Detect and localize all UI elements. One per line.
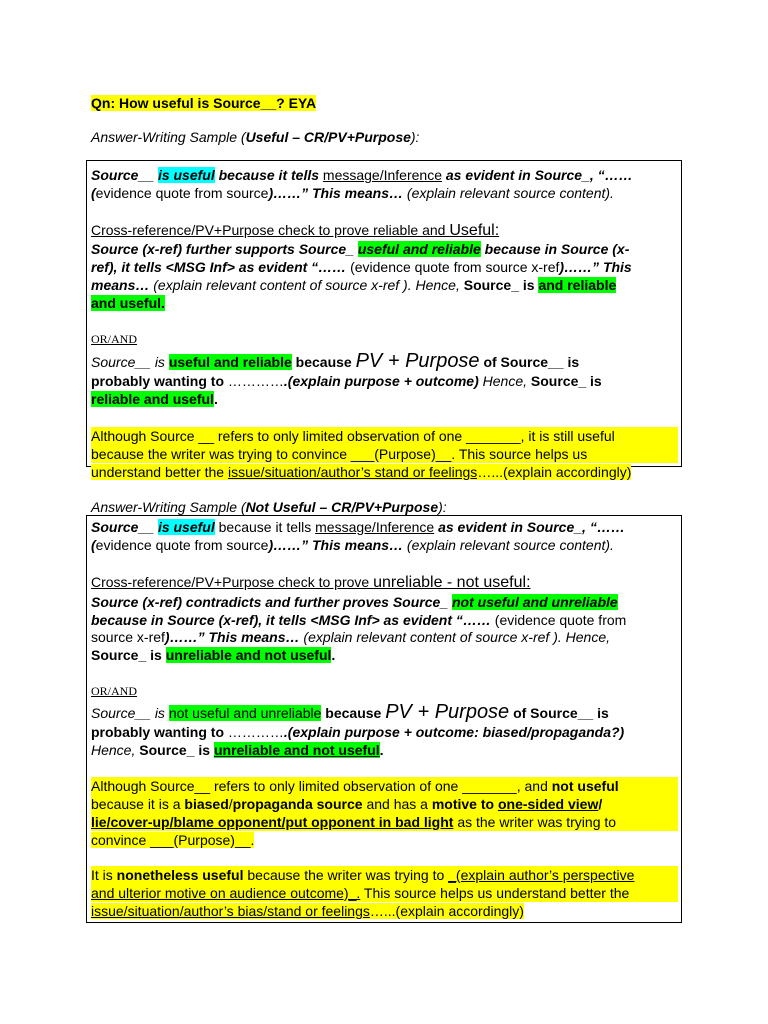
s2-orand: OR/AND: [91, 684, 138, 698]
s2-source-xref: source x-ref: [91, 629, 165, 645]
s2-p2-line1: [91, 593, 618, 611]
s2-explain-content: (explain relevant source content).: [406, 537, 614, 553]
s1-and-reliable-highlight: and reliable: [538, 277, 617, 293]
s1-message-inference: message/Inference: [322, 167, 442, 183]
s1-is-useful-highlight: is useful: [157, 167, 215, 183]
s2-propaganda-source: propaganda source: [232, 796, 363, 812]
s1-as-evident: as evident in Source_, “……: [445, 167, 633, 183]
s2-nonetheless-useful: nonetheless useful: [116, 867, 244, 883]
sample1-box: [86, 160, 682, 467]
sample1-heading: [91, 128, 419, 146]
s2-p3-line3: [91, 741, 384, 759]
s2-is-useful-highlight: is useful: [157, 519, 215, 535]
s2-because-it-is: because it is a: [91, 796, 185, 812]
s1-open-paren: (: [91, 185, 96, 201]
s2-unreliable-not-useful-highlight-2: unreliable and not useful: [213, 742, 380, 758]
s1-p3-line2: [91, 372, 602, 390]
s1-p1-line1: [91, 166, 633, 184]
s1-this: )……” This: [559, 259, 632, 275]
s1-source-is-3: Source_ is: [530, 373, 602, 389]
s2-p1-line1: [91, 518, 625, 536]
s1-issue-situation: issue/situation/author’s stand or feelings: [228, 464, 478, 480]
s1-orand: OR/AND: [91, 332, 138, 346]
s2-and-has: and has a: [362, 796, 432, 812]
s2-because-writer: because the writer was trying to: [243, 867, 449, 883]
s2-p3-line2: [91, 723, 624, 741]
question-title: [91, 94, 316, 112]
s1-source-is: Source_ is: [463, 277, 535, 293]
s2-authors-perspective: _(explain author’s perspective: [448, 867, 635, 883]
s1-p3-line1: [91, 349, 579, 374]
s2-convince-purpose: convince ___(Purpose)__.: [91, 832, 255, 848]
s1-p2-heading: [91, 221, 499, 240]
s1-useful-reliable-highlight: useful and reliable: [357, 241, 481, 257]
s1-useful-reliable-highlight-2: useful and reliable: [168, 354, 292, 370]
s2-unreliable-not-useful-highlight: unreliable and not useful: [165, 647, 332, 663]
s2-ulterior-motive: and ulterior motive on audience outcome)_.: [91, 885, 361, 901]
s1-source-is-2: Source__ is: [91, 354, 165, 370]
s2-one-sided-view: one-sided view: [497, 796, 599, 812]
sample2-heading: [91, 498, 447, 516]
s1-of-source: of Source__ is: [483, 354, 580, 370]
s2-source-is-3: Source_ is: [139, 742, 211, 758]
s2-period-1: .: [331, 647, 336, 663]
s2-lie-coverup: lie/cover-up/blame opponent/put opponent in bad light: [91, 814, 454, 830]
s2-as-evident: as evident in Source_, “……: [438, 519, 625, 535]
sample2-heading-prefix: Answer-Writing Sample (: [91, 499, 246, 515]
s1-evidence-xref: (evidence quote from source x-ref: [350, 259, 560, 275]
s1-xref-supports: Source (x-ref) further supports Source_: [91, 241, 354, 257]
s2-p2-line4: [91, 646, 335, 664]
s1-p4-line2: [91, 445, 678, 463]
s1-means: means…: [91, 277, 150, 293]
s2-unreliable-label: unreliable - not useful:: [373, 574, 531, 591]
s1-p4-line3: [91, 463, 631, 481]
s2-because-2: because: [325, 705, 382, 721]
s2-xref-check-label: Cross-reference/PV+Purpose check to prove: [91, 574, 374, 590]
s1-dots: …………: [227, 373, 284, 389]
sample2-heading-bold: Not Useful – CR/PV+Purpose: [245, 499, 439, 515]
s1-because-writer: because the writer was trying to convince ___(Purpose)__. This source helps us: [91, 446, 588, 462]
s1-evidence-quote: evidence quote from source: [95, 185, 269, 201]
s2-not-useful-bold: not useful: [551, 778, 619, 794]
s2-source-is: Source_ is: [91, 647, 162, 663]
s2-p4-line4: [91, 831, 254, 849]
s1-explain-purpose: .(explain purpose + outcome): [283, 373, 479, 389]
s2-message-inference: message/Inference: [315, 519, 435, 535]
s1-p2-line1: [91, 240, 629, 258]
s2-p4-line3: [91, 813, 678, 831]
sample1-heading-bold: Useful – CR/PV+Purpose: [245, 129, 411, 145]
s2-p5-line2: [91, 884, 678, 902]
s1-useful-label: Useful:: [449, 222, 500, 239]
s2-explain-purpose: .(explain purpose + outcome: biased/propaganda?): [283, 724, 625, 740]
s2-explain-xref: (explain relevant content of source x-ref ). Hence,: [303, 629, 610, 645]
s1-this-means: )……” This means…: [268, 185, 404, 201]
sample2-heading-suffix: ):: [438, 499, 447, 515]
s1-pv-purpose: PV + Purpose: [355, 350, 480, 372]
s2-p2-line2: [91, 611, 626, 629]
s2-open-paren: (: [91, 537, 96, 553]
s2-source-helps: This source helps us understand better the: [360, 885, 630, 901]
s2-source-is-2: Source__ is: [91, 705, 165, 721]
s2-period-2: .: [379, 742, 384, 758]
s2-this-means: )……” This means…: [268, 537, 404, 553]
s2-p5-line3: [91, 902, 524, 920]
s1-because-text: because it tells: [218, 167, 320, 183]
s2-issue-situation: issue/situation/author’s bias/stand or feelings: [91, 903, 370, 919]
s1-probably-wanting: probably wanting to: [91, 373, 224, 389]
s2-evidence-quote: evidence quote from source: [95, 537, 269, 553]
s2-xref-contradicts: Source (x-ref) contradicts and further proves Source_: [91, 594, 449, 610]
s1-source-label: Source__: [91, 167, 155, 183]
s1-because-in-source: because in Source (x-: [484, 241, 630, 257]
s1-explain-xref: (explain relevant content of source x-ref ). Hence,: [153, 277, 460, 293]
s2-p2-line3: [91, 628, 610, 646]
s1-and-useful-highlight: and useful.: [91, 295, 165, 311]
s2-p4-line1: [91, 777, 678, 795]
s2-p3-line1: [91, 700, 609, 725]
s1-p2-line4: [91, 294, 165, 312]
s2-evidence-from: (evidence quote from: [494, 612, 627, 628]
s1-understand-better: understand better the: [91, 464, 228, 480]
s1-p2-line2: [91, 258, 632, 276]
s1-p2-line3: [91, 276, 616, 294]
s2-pv-purpose: PV + Purpose: [385, 701, 510, 723]
s2-of-source: of Source__ is: [513, 705, 609, 721]
s1-ref-tells: ref), it tells <MSG Inf> as evident “……: [91, 259, 347, 275]
s1-p4-line1: [91, 427, 678, 445]
s2-motive-to: motive to: [431, 796, 498, 812]
s1-xref-check-label: Cross-reference/PV+Purpose check to prove reliable and: [91, 222, 450, 238]
s2-because-text: because it tells: [218, 519, 312, 535]
sample1-heading-prefix: Answer-Writing Sample (: [91, 129, 246, 145]
s2-biased: biased: [184, 796, 229, 812]
s1-because-2: because: [295, 354, 352, 370]
s1-although-text: Although Source __ refers to only limited observation of one _______, it is still useful: [91, 428, 615, 444]
s2-p5-line1: [91, 866, 678, 884]
s1-p1-line2: [91, 184, 614, 202]
s2-probably-wanting: probably wanting to: [91, 724, 224, 740]
s1-explain-content: (explain relevant source content).: [406, 185, 614, 201]
s2-explain-accordingly: …...(explain accordingly): [369, 903, 524, 919]
sample1-heading-suffix: ):: [410, 129, 420, 145]
s1-hence: Hence,: [482, 373, 528, 389]
s2-it-is: It is: [91, 867, 117, 883]
s2-although-text: Although Source__ refers to only limited observation of one _______, and: [91, 778, 552, 794]
s1-explain-accordingly: …...(explain accordingly): [477, 464, 632, 480]
s1-p3-line3: [91, 390, 218, 408]
s1-reliable-useful-highlight: reliable and useful: [91, 391, 214, 407]
s2-slash-2: /: [598, 796, 603, 812]
s2-not-useful-unreliable-highlight: not useful and unreliable: [451, 594, 618, 610]
s2-hence: Hence,: [91, 742, 136, 758]
question-text: Qn: How useful is Source__? EYA: [91, 95, 317, 111]
s2-p4-line2: [91, 795, 678, 813]
s1-period: .: [213, 391, 218, 407]
s2-dots: …………: [227, 724, 284, 740]
s2-because-in-source: because in Source (x-ref), it tells <MSG Inf> as evident “……: [91, 612, 491, 628]
s2-not-useful-highlight-2: not useful and unreliable: [168, 705, 322, 721]
s2-as-writer: as the writer was trying to: [453, 814, 617, 830]
s2-p2-heading: [91, 573, 531, 592]
s2-this-means-2: )……” This means…: [164, 629, 300, 645]
s2-slash-1: /: [228, 796, 233, 812]
s2-source-label: Source__: [91, 519, 155, 535]
s2-p1-line2: [91, 536, 614, 554]
